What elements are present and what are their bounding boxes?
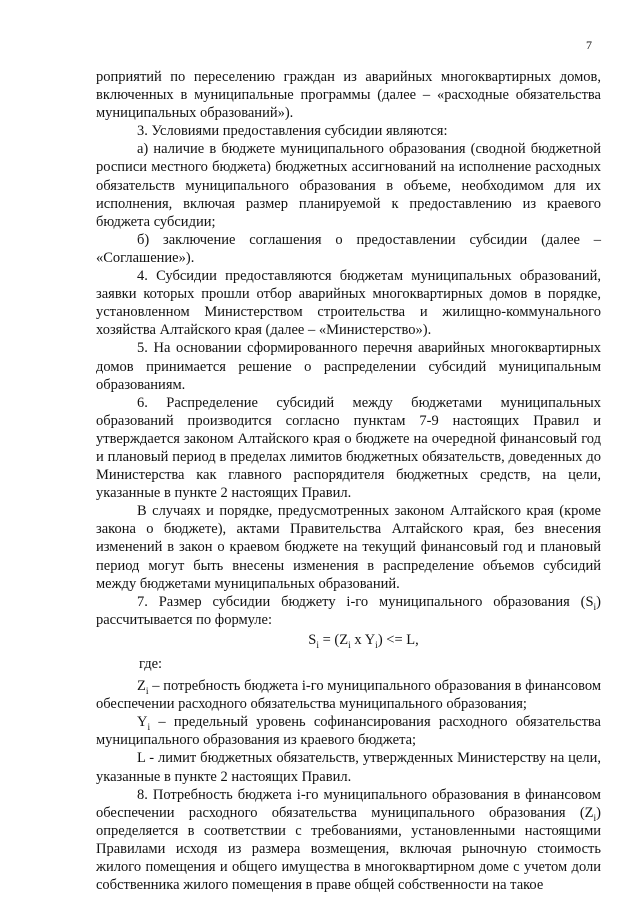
document-body (96, 68, 601, 894)
definition-l: L - лимит бюджетных обязательств, утвержденных Министерству на цели, указанные в пункте 2 настоящих Правил. (96, 750, 601, 785)
paragraph-7 (96, 593, 601, 629)
paragraph-7-subscript: i (593, 602, 597, 613)
formula-s: S (308, 631, 317, 648)
paragraph-6-continuation: В случаях и порядке, предусмотренных законом Алтайского края (кроме закона о бюджете), актами Правительства Алтайского края, без внесения изменений в закон о краевом бюджете на текущий финансовый год и плановый период могут быть внесены изменения в распределение объемов субсидий между бюджетами муниципальных образований. (96, 503, 601, 592)
formula-y-sub: i (375, 640, 378, 651)
definition-z-sub: i (145, 686, 149, 697)
paragraph-3-heading: 3. Условиями предоставления субсидии являются: (137, 123, 448, 140)
formula-z-sub: i (348, 640, 351, 651)
paragraph-8 (96, 786, 601, 895)
definition-y-text: – предельный уровень софинансирования расходного обязательства муниципального образования из краевого бюджета; (96, 714, 601, 749)
paragraph-8-subscript: i (593, 813, 597, 824)
formula-s-sub: i (316, 640, 319, 651)
definition-y-sub: i (147, 723, 151, 734)
formula-eq: = (Z (318, 631, 349, 648)
paragraph-5: 5. На основании сформированного перечня аварийных многоквартирных домов принимается решение о распределении субсидий муниципальным образованиям. (96, 340, 601, 393)
paragraph-continuation: роприятий по переселению граждан из аварийных многоквартирных домов, включенных в муниципальные программы (далее – «расходные обязательства муниципальных образований»). (96, 69, 601, 122)
definition-z-letter: Z (137, 678, 146, 695)
subsidy-formula (96, 631, 601, 649)
definition-y (96, 713, 601, 749)
paragraph-6: 6. Распределение субсидий между бюджетами муниципальных образований производится согласно пунктам 7-9 настоящих Правил и утверждается законом Алтайского края о бюджете на очередной финансовый год и плановый период в пределах лимитов бюджетных обязательств, доведенных до Министерства как главного распорядителя бюджетных средств, на цели, указанные в пункте 2 настоящих Правил. (96, 394, 601, 502)
formula-end: ) <= L, (377, 631, 419, 648)
definition-z (96, 677, 601, 713)
paragraph-8-end: ) определяется в соответствии с требованиями, установленными настоящими Правилами исходя из размера возмещения, включая рыночную стоимость жилого помещения и общего имущества в многоквартирном доме с учетом доли собственника жилого помещения в праве общей собственности на такое (96, 804, 601, 894)
formula-x: x Y (350, 631, 376, 648)
paragraph-3a: а) наличие в бюджете муниципального образования (сводной бюджетной росписи местного бюджета) бюджетных ассигнований на исполнение расходных обязательств муниципального образования в объеме, необходимом для их исполнения, включая размер планируемой к предоставлению из краевого бюджета субсидии; (96, 141, 601, 230)
page-number: 7 (586, 38, 592, 52)
paragraph-7-text: 7. Размер субсидии бюджету i-го муниципального образования (S (137, 593, 594, 610)
paragraph-8-text: 8. Потребность бюджета i-го муниципального образования в финансовом обеспечении расходного обязательства муниципального образования (Z (96, 786, 601, 821)
paragraph-3b: б) заключение соглашения о предоставлении субсидии (далее – «Соглашение»). (96, 231, 601, 266)
where-label: где: (139, 656, 163, 672)
paragraph-7-end: ) рассчитывается по формуле: (96, 593, 601, 628)
definition-z-text: – потребность бюджета i-го муниципального образования в финансовом обеспечении расходного обязательства муниципального образования; (96, 678, 601, 713)
definition-y-letter: Y (137, 714, 148, 731)
paragraph-4: 4. Субсидии предоставляются бюджетам муниципальных образований, заявки которых прошли отбор аварийных многоквартирных домов в порядке, установленном Министерством строительства и жилищно-коммунального хозяйства Алтайского края (далее – «Министерство»). (96, 268, 601, 339)
